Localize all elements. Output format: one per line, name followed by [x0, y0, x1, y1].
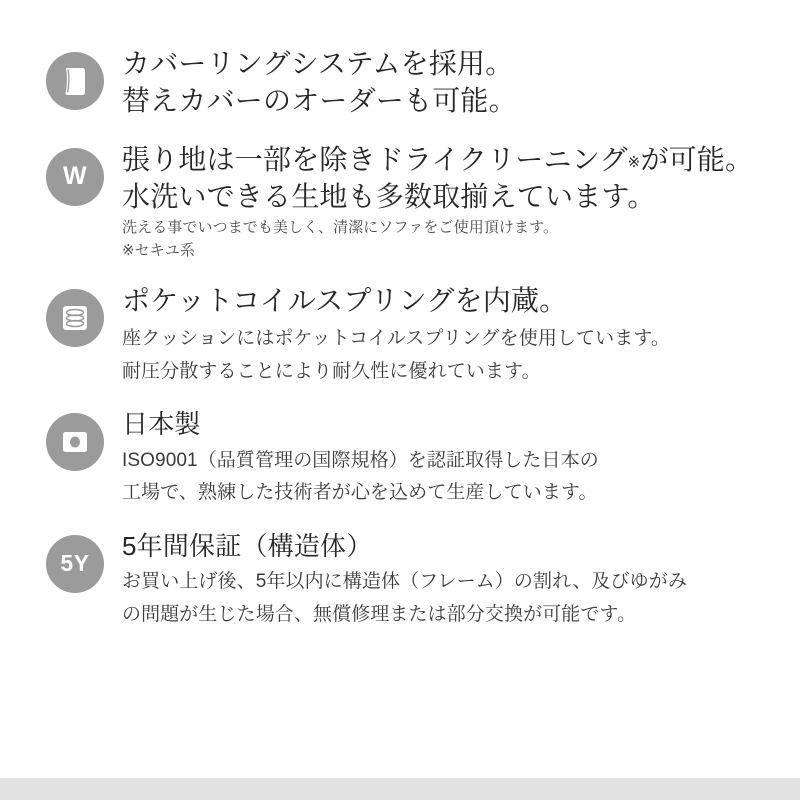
feature-subline-1: ISO9001（品質管理の国際規格）を認証取得した日本の [122, 449, 599, 471]
headline-text-tail: が可能。 [640, 143, 754, 175]
feature-subline-2: 耐圧分散することにより耐久性に優れています。 [122, 360, 541, 382]
feature-headline-line2: 水洗いできる生地も多数取揃えています。 [122, 180, 656, 212]
icon-wrap [46, 52, 104, 110]
pocket-coil-spring-icon [46, 289, 104, 347]
feature-list [46, 46, 770, 628]
pocket-coil-spring-glyph [59, 302, 91, 334]
made-in-japan-glyph [60, 427, 90, 457]
feature-item-pocket-coil [46, 283, 770, 385]
footnote-mark: ※ [627, 153, 641, 171]
feature-headline-line2: 替えカバーのオーダーも可能。 [122, 84, 517, 116]
feature-subline-1: 座クッションにはポケットコイルスプリングを使用しています。 [122, 328, 671, 350]
bottom-divider-bar [0, 778, 800, 800]
made-in-japan-icon [46, 413, 104, 471]
five-year-warranty-label: 5Y [60, 550, 90, 577]
feature-subline-2: ※セキユ系 [122, 241, 196, 259]
washable-w-icon-label: W [62, 162, 88, 191]
cover-cushion-glyph [60, 65, 90, 97]
icon-wrap [46, 413, 104, 471]
feature-headline-line1 [122, 142, 770, 179]
icon-wrap [46, 535, 104, 593]
feature-subline-1: お買い上げ後、5年以内に構造体（フレーム）の割れ、及びゆがみ [122, 571, 687, 593]
feature-subline-2: の問題が生じた場合、無償修理または部分交換が可能です。 [122, 603, 637, 625]
feature-headline-line1: ポケットコイルスプリングを内蔵。 [122, 285, 568, 317]
headline-text: 張り地は一部を除きドライクリーニング [122, 143, 628, 175]
feature-subline-2: 工場で、熟練した技術者が心を込めて生産しています。 [122, 482, 598, 504]
feature-subline-1: 洗える事でいつまでも美しく、清潔にソファをご使用頂けます。 [122, 218, 559, 236]
feature-item-made-in-japan [46, 407, 770, 506]
five-year-warranty-icon [46, 535, 104, 593]
feature-headline-line1: 日本製 [122, 409, 201, 440]
feature-headline-line1: 5年間保証（構造体） [122, 530, 373, 561]
feature-item-cover-system [46, 46, 770, 120]
feature-body [122, 142, 770, 261]
washable-w-icon [46, 148, 104, 206]
feature-item-warranty [46, 529, 770, 628]
feature-body [122, 283, 770, 385]
feature-body [122, 407, 770, 506]
feature-headline-line1: カバーリングシステムを採用。 [122, 48, 514, 79]
icon-wrap [46, 148, 104, 206]
cover-cushion-icon [46, 52, 104, 110]
feature-item-washable [46, 142, 770, 261]
icon-wrap [46, 289, 104, 347]
feature-body [122, 46, 770, 120]
feature-body [122, 529, 770, 628]
